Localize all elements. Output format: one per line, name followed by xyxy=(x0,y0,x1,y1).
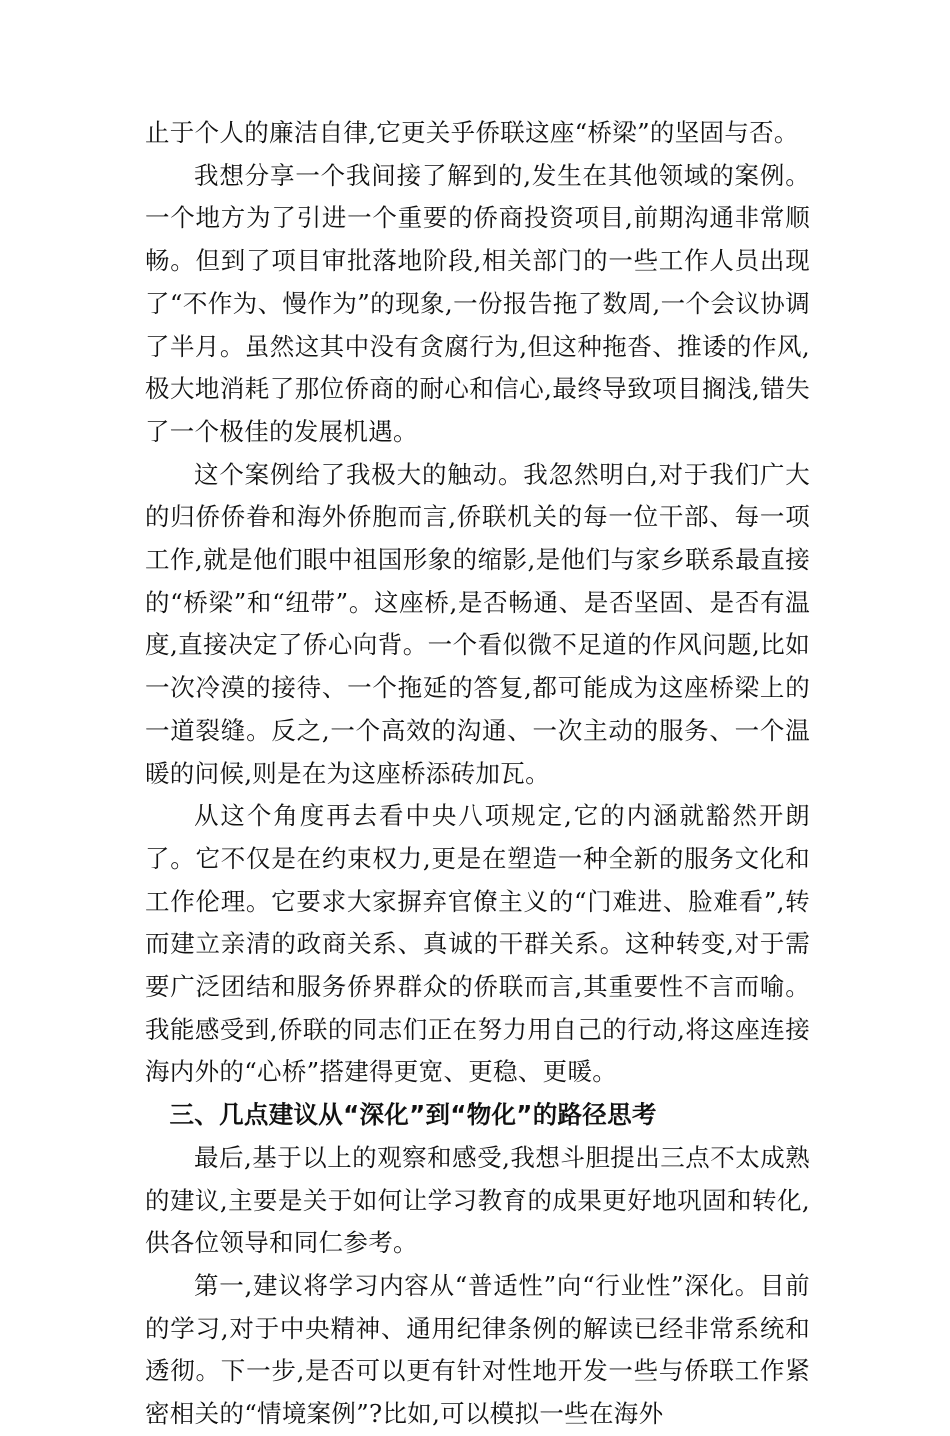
document-body xyxy=(145,112,810,1436)
paragraph-reflection: 这个案例给了我极大的触动。我忽然明白,对于我们广大的归侨侨眷和海外侨胞而言,侨联机关的每一位干部、每一项工作,就是他们眼中祖国形象的缩影,是他们与家乡联系最直接的“桥梁”和“纽带”。这座桥,是否畅通、是否坚固、是否有温度,直接决定了侨心向背。一个看似微不足道的作风问题,比如一次冷漠的接待、一个拖延的答复,都可能成为这座桥梁上的一道裂缝。反之,一个高效的沟通、一次主动的服务、一个温暖的问候,则是在为这座桥添砖加瓦。 xyxy=(145,459,810,788)
section-heading: 三、几点建议从“深化”到“物化”的路径思考 xyxy=(169,1100,657,1130)
paragraph-suggestion-one: 第一,建议将学习内容从“普适性”向“行业性”深化。目前的学习,对于中央精神、通用纪律条例的解读已经非常系统和透彻。下一步,是否可以更有针对性地开发一些与侨联工作紧密相关的“情境案例”?比如,可以模拟一些在海外 xyxy=(145,1270,810,1429)
paragraph-eight-rules: 从这个角度再去看中央八项规定,它的内涵就豁然开朗了。它不仅是在约束权力,更是在塑造一种全新的服务文化和工作伦理。它要求大家摒弃官僚主义的“门难进、脸难看”,转而建立亲清的政商关系、真诚的干群关系。这种转变,对于需要广泛团结和服务侨界群众的侨联而言,其重要性不言而喻。我能感受到,侨联的同志们正在努力用自己的行动,将这座连接海内外的“心桥”搭建得更宽、更稳、更暖。 xyxy=(145,801,810,1087)
paragraph-case-example: 我想分享一个我间接了解到的,发生在其他领域的案例。一个地方为了引进一个重要的侨商投资项目,前期沟通非常顺畅。但到了项目审批落地阶段,相关部门的一些工作人员出现了“不作为、慢作为”的现象,一份报告拖了数周,一个会议协调了半月。虽然这其中没有贪腐行为,但这种拖沓、推诿的作风,极大地消耗了那位侨商的耐心和信心,最终导致项目搁浅,错失了一个极佳的发展机遇。 xyxy=(145,160,810,446)
paragraph-continuation: 止于个人的廉洁自律,它更关乎侨联这座“桥梁”的坚固与否。 xyxy=(145,118,799,147)
paragraph-suggestions-intro: 最后,基于以上的观察和感受,我想斗胆提出三点不太成熟的建议,主要是关于如何让学习教育的成果更好地巩固和转化,供各位领导和同仁参考。 xyxy=(145,1142,810,1258)
